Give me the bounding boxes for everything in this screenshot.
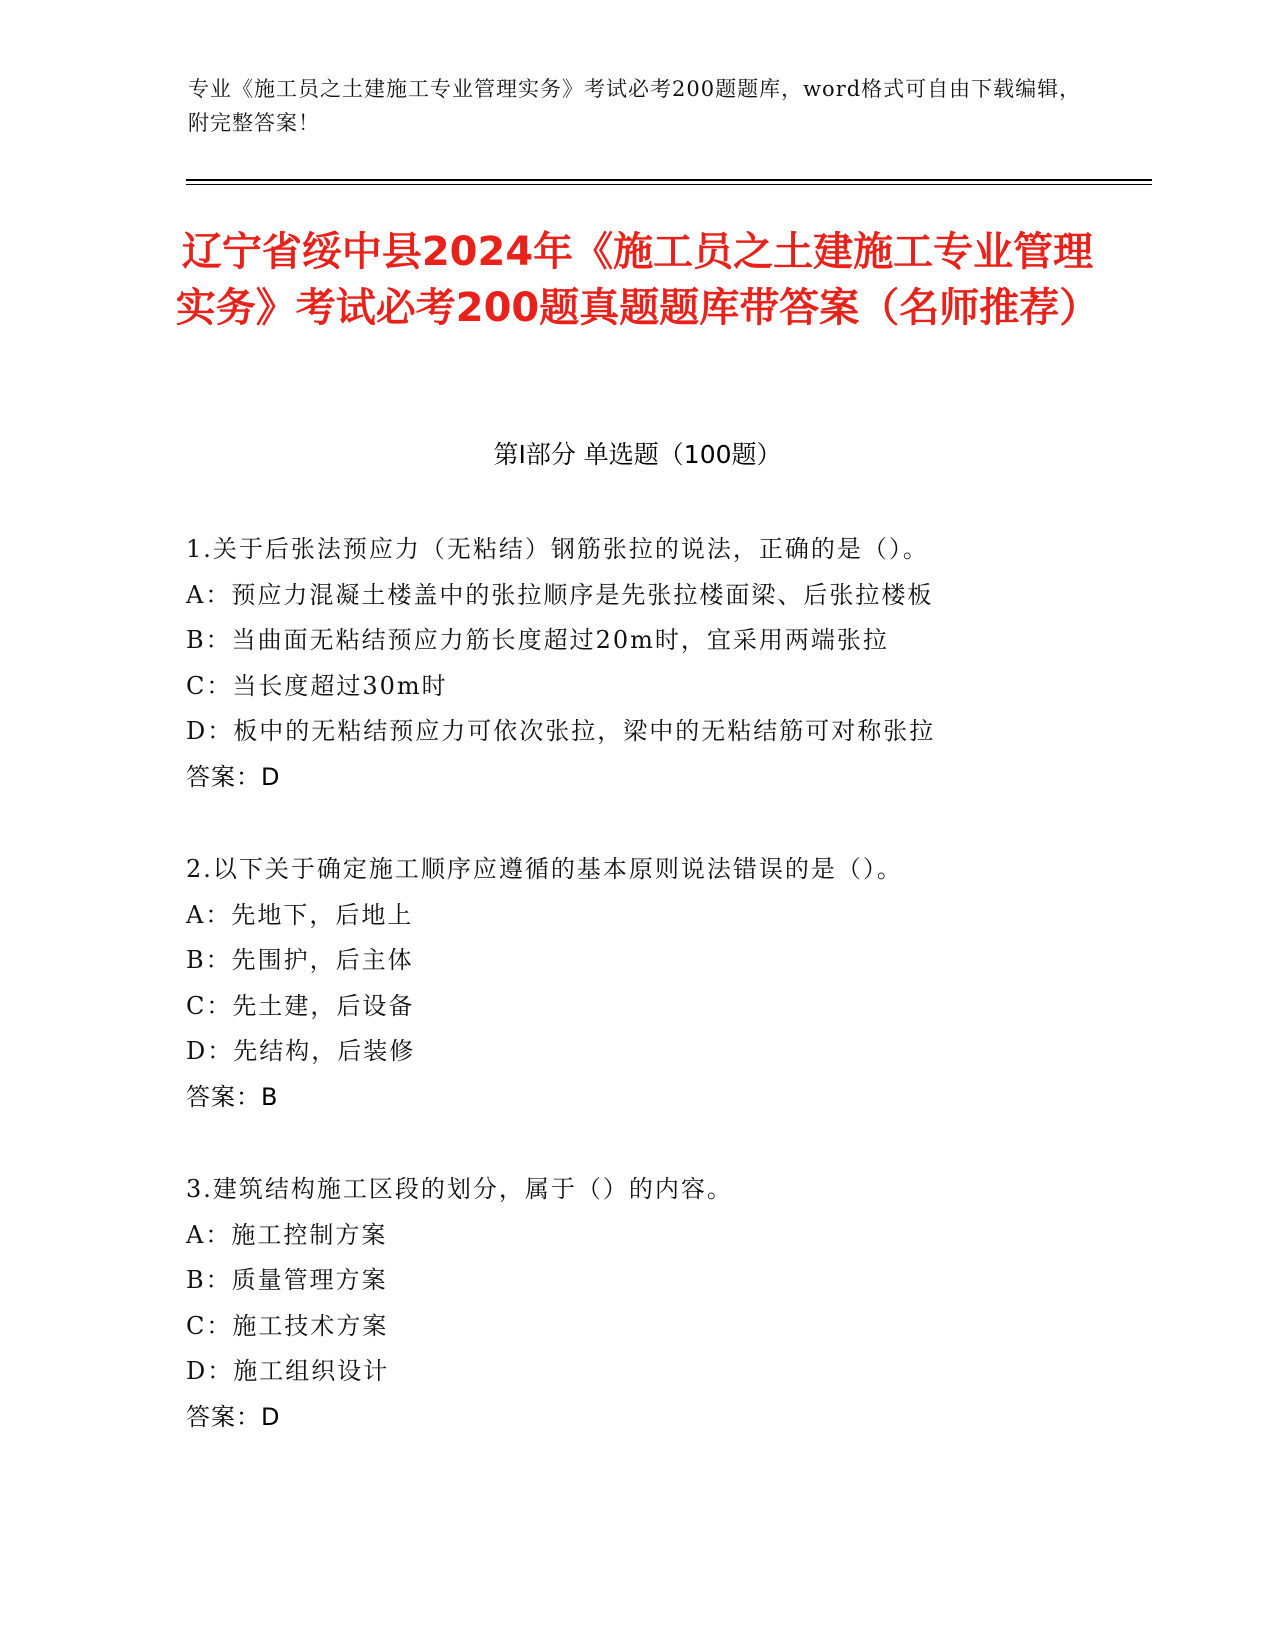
question-item [186,847,1146,1120]
question-item [186,1167,1146,1440]
question-stem: 3.建筑结构施工区段的划分，属于（）的内容。 [186,1175,733,1203]
answer-line: 答案：D [186,1402,281,1431]
question-item [186,527,1146,800]
option-a: A：施工控制方案 [186,1220,388,1249]
option-b: B：先围护，后主体 [186,946,414,974]
option-a: A：先地下，后地上 [186,900,414,929]
question-stem: 1.关于后张法预应力（无粘结）钢筋张拉的说法，正确的是（）。 [186,535,929,563]
section-title: 第Ⅰ部分 单选题（100题） [493,440,782,469]
option-b: B：当曲面无粘结预应力筋长度超过20m时，宜采用两端张拉 [186,626,889,654]
option-a: A：预应力混凝土楼盖中的张拉顺序是先张拉楼面梁、后张拉楼板 [186,580,934,609]
option-d: D：板中的无粘结预应力可依次张拉，梁中的无粘结筋可对称张拉 [186,717,936,745]
header-divider-thick [186,179,1152,181]
document-title: 辽宁省绥中县2024年《施工员之土建施工专业管理实务》考试必考200题真题题库带答案（名师推荐） [175,229,1100,331]
option-d: D：先结构，后装修 [186,1037,416,1065]
option-d: D：施工组织设计 [186,1357,390,1385]
answer-line: 答案：B [186,1082,279,1111]
option-c: C：先土建，后设备 [186,991,415,1020]
question-stem: 2.以下关于确定施工顺序应遵循的基本原则说法错误的是（）。 [186,855,903,883]
header-note: 专业《施工员之土建施工专业管理实务》考试必考200题题库，word格式可自由下载编辑，附完整答案！ [188,77,1082,135]
option-c: C：当长度超过30m时 [186,671,448,700]
option-b: B：质量管理方案 [186,1266,388,1294]
option-c: C：施工技术方案 [186,1311,389,1340]
answer-line: 答案：D [186,762,281,791]
question-list [186,527,1146,1487]
header-divider-thin [186,184,1152,185]
